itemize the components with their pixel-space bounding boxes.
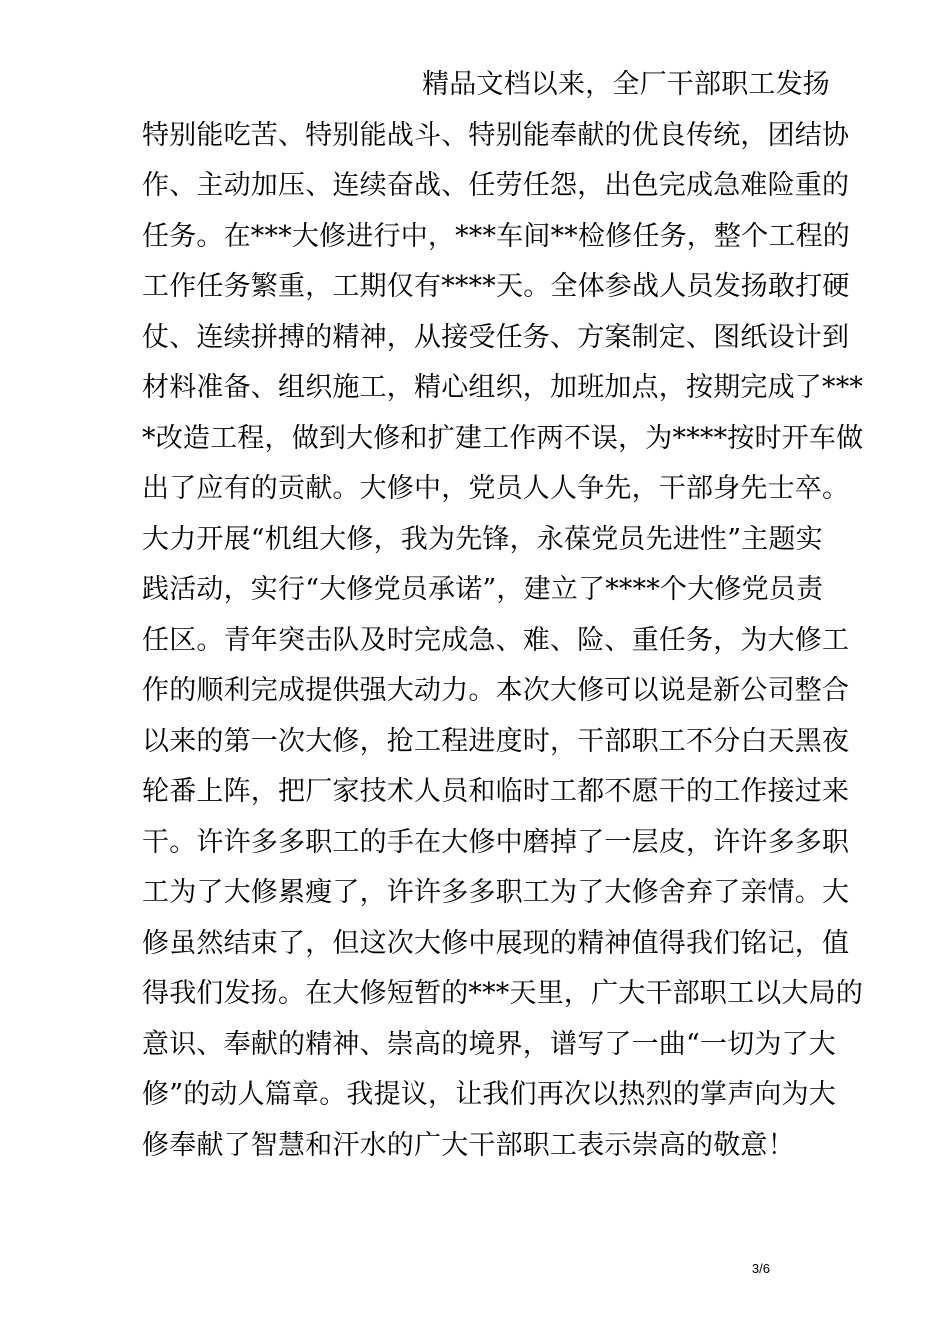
text-line: 干。许许多多职工的手在大修中磨掉了一层皮，许许多多职 — [142, 826, 850, 858]
page-number: 3/6 — [751, 1261, 770, 1276]
text-line: 作、主动加压、连续奋战、任劳任怨，出色完成急难险重的 — [142, 170, 850, 201]
text-line: 轮番上阵，把厂家技术人员和临时工都不愿干的工作接过来 — [142, 776, 850, 807]
text-line: 精品文档以来，全厂干部职工发扬 — [422, 69, 830, 100]
text-line: 材料准备、组织施工，精心组织，加班加点，按期完成了*** — [142, 372, 864, 403]
text-line: *改造工程，做到大修和扩建工作两不误，为****按时开车做 — [142, 422, 864, 454]
text-line: 修”的动人篇章。我提议，让我们再次以热烈的掌声向为大 — [142, 1079, 837, 1110]
text-line: 出了应有的贡献。大修中，党员人人争先，干部身先士卒。 — [142, 473, 850, 504]
text-line: 以来的第一次大修，抢工程进度时，干部职工不分白天黑夜 — [142, 725, 850, 757]
text-line: 任务。在***大修进行中，***车间**检修任务，整个工程的 — [142, 220, 850, 252]
text-line: 工作任务繁重，工期仅有****天。全体参战人员发扬敢打硬 — [142, 271, 850, 302]
text-line: 大力开展“机组大修，我为先锋，永葆党员先进性”主题实 — [142, 523, 823, 555]
text-line: 意识、奉献的精神、崇高的境界，谱写了一曲“一切为了大 — [142, 1028, 837, 1060]
text-line: 践活动，实行“大修党员承诺”，建立了****个大修党员责 — [142, 574, 824, 605]
text-line: 修虽然结束了，但这次大修中展现的精神值得我们铭记，值 — [142, 927, 850, 959]
text-line: 任区。青年突击队及时完成急、难、险、重任务，为大修工 — [142, 624, 850, 656]
text-line: 得我们发扬。在大修短暂的***天里，广大干部职工以大局的 — [142, 978, 864, 1009]
text-line: 修奉献了智慧和汗水的广大干部职工表示崇高的敬意！ — [142, 1129, 795, 1161]
text-line: 特别能吃苦、特别能战斗、特别能奉献的优良传统，团结协 — [142, 119, 850, 151]
text-line: 作的顺利完成提供强大动力。本次大修可以说是新公司整合 — [142, 675, 850, 706]
text-line: 工为了大修累瘦了，许许多多职工为了大修舍弃了亲情。大 — [142, 877, 850, 908]
body-text — [142, 60, 864, 1171]
text-line: 仗、连续拼搏的精神，从接受任务、方案制定、图纸设计到 — [142, 321, 850, 353]
